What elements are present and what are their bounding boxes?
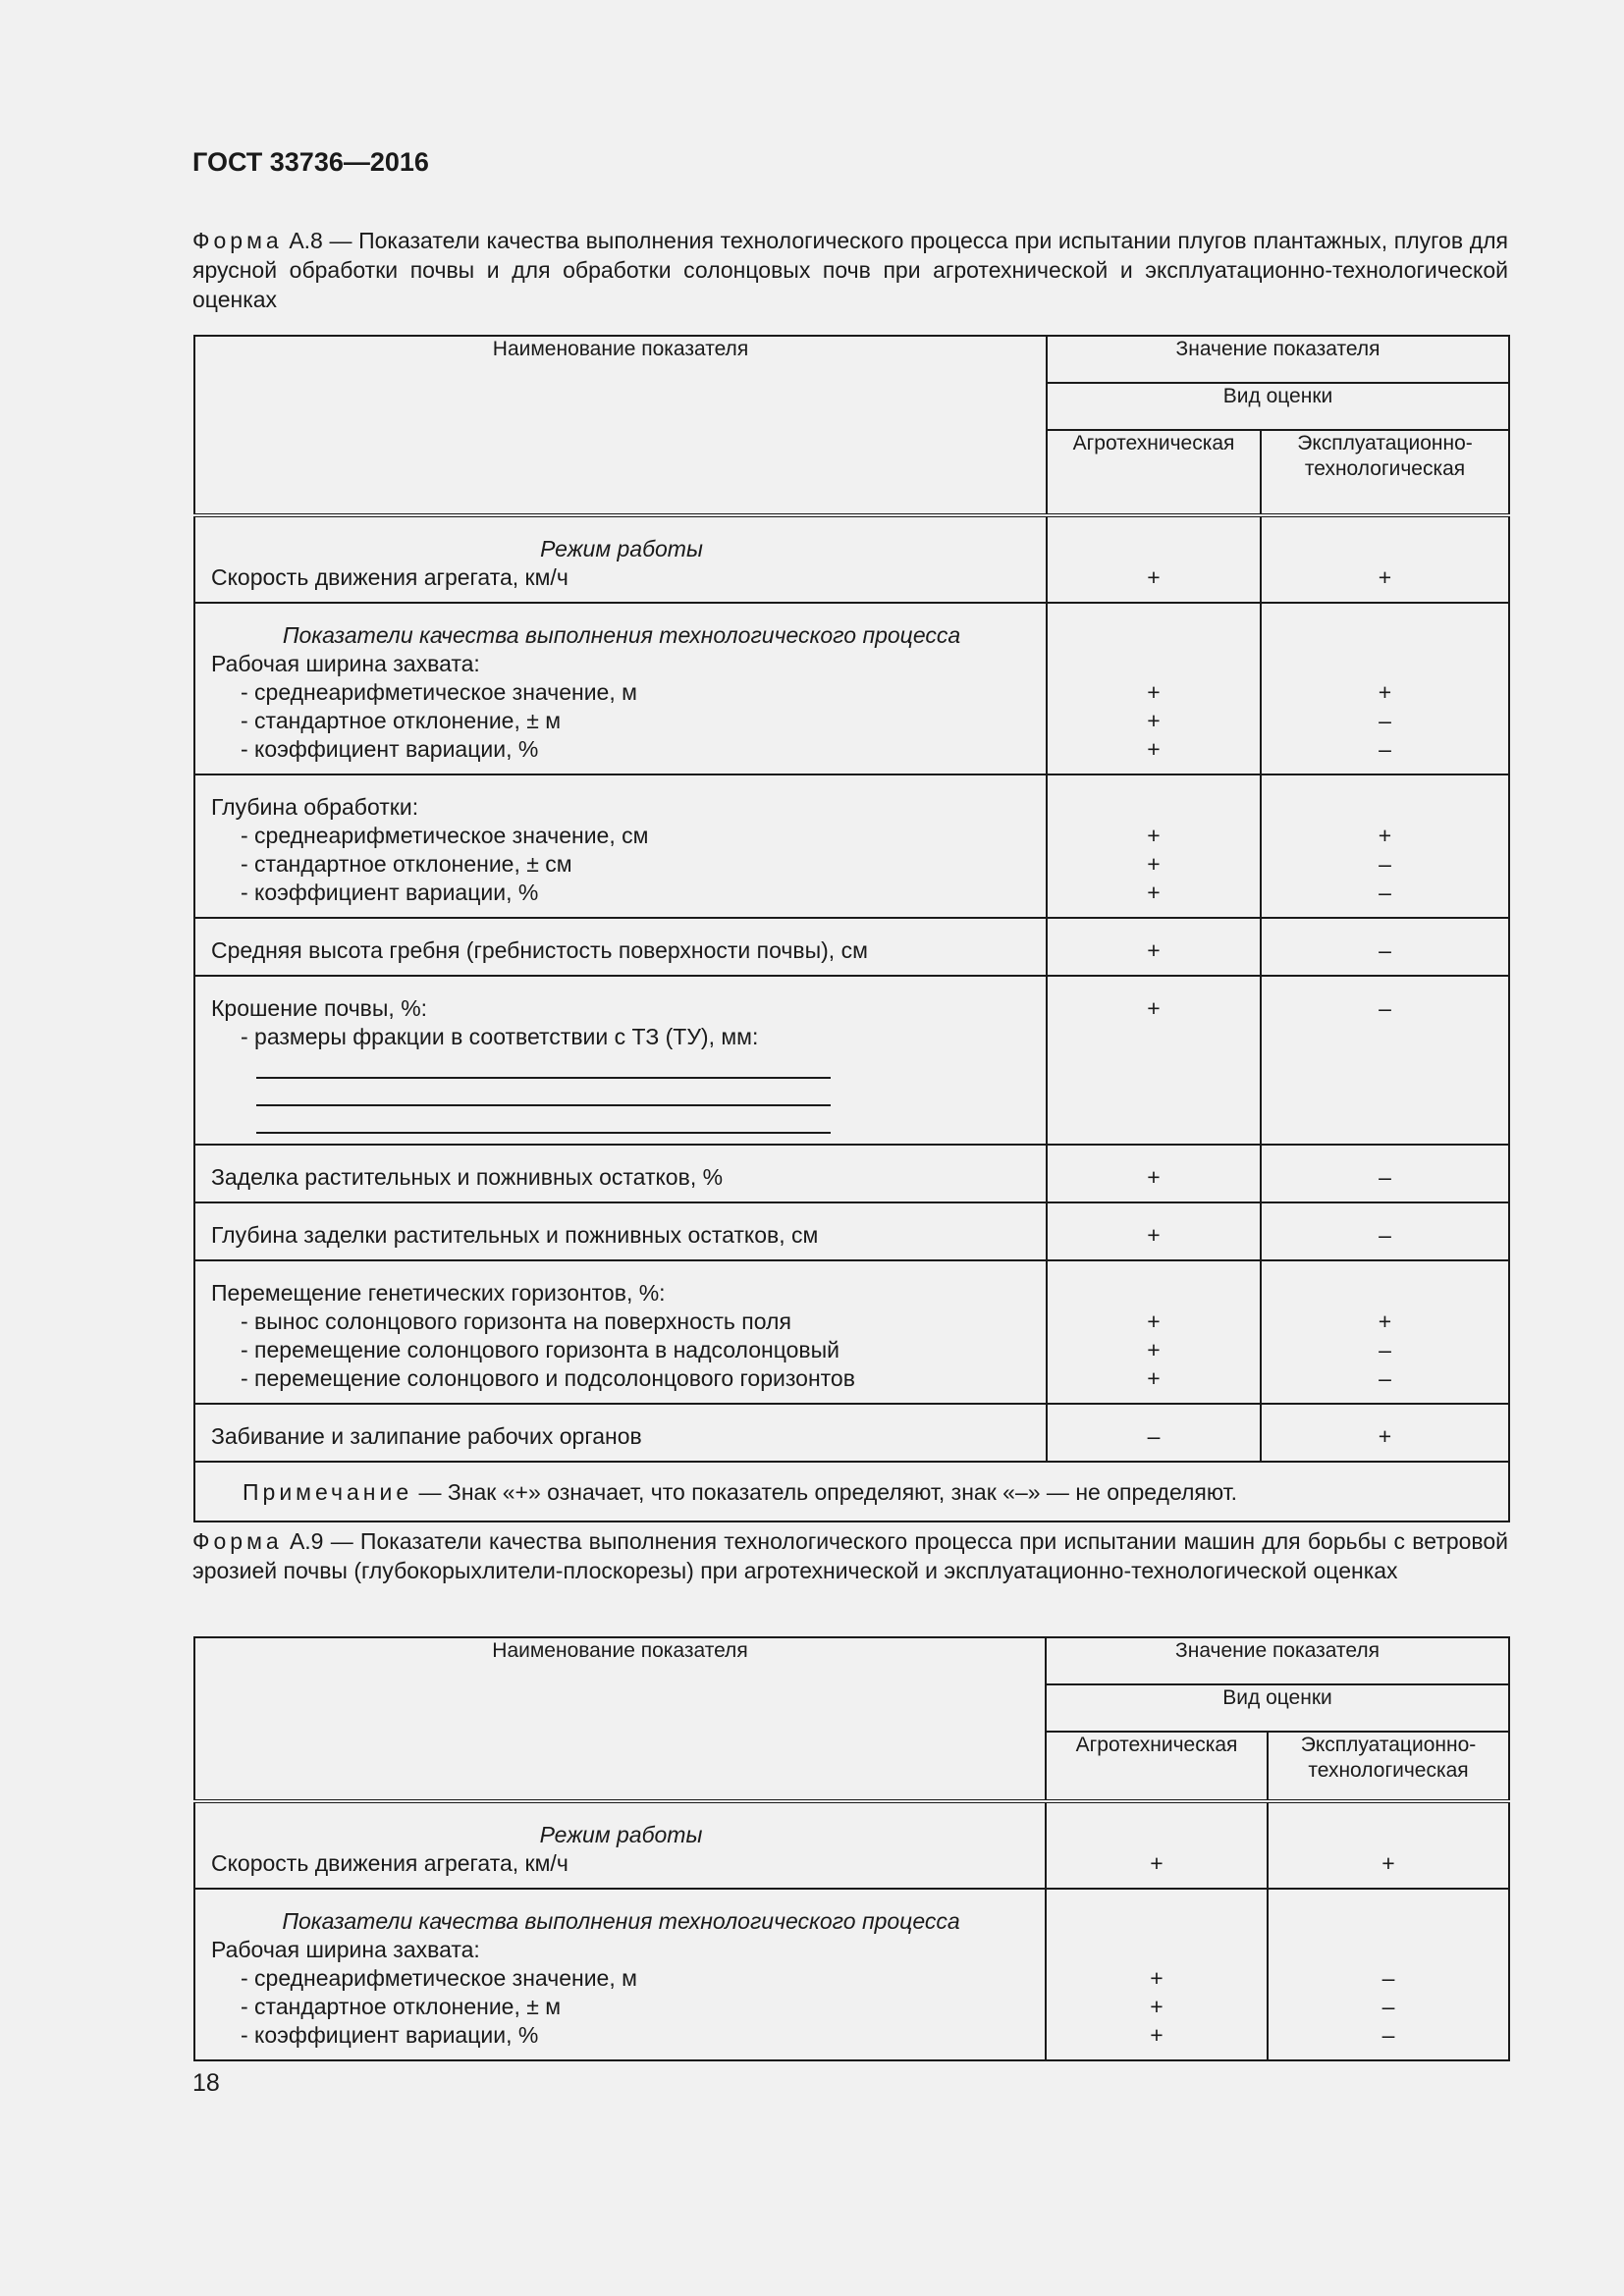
expl-value: + bbox=[1378, 823, 1392, 848]
table-row bbox=[194, 1801, 1509, 1889]
form-a9-caption-prefix: Форма bbox=[192, 1528, 283, 1554]
indicator-label: Средняя высота гребня (гребнистость поверхности почвы), см bbox=[211, 937, 868, 963]
note-text: — Знак «+» означает, что показатель определяют, знак «–» — не определяют. bbox=[418, 1479, 1237, 1505]
note-label: Примечание bbox=[243, 1479, 413, 1505]
expl-value: – bbox=[1379, 995, 1391, 1021]
row-name bbox=[194, 918, 1047, 976]
agro-value: + bbox=[1147, 1337, 1161, 1362]
header-indicator-value: Значение показателя bbox=[1046, 1637, 1509, 1684]
sub-indicator: - среднеарифметическое значение, см bbox=[241, 823, 649, 848]
agro-cell bbox=[1047, 1202, 1261, 1260]
expl-cell bbox=[1261, 976, 1509, 1145]
indicator-label: Глубина заделки растительных и пожнивных остатков, см bbox=[211, 1222, 819, 1248]
sub-indicator: - стандартное отклонение, ± см bbox=[241, 851, 572, 877]
sub-indicator: - перемещение солонцового горизонта в надсолонцовый bbox=[241, 1337, 840, 1362]
expl-cell bbox=[1261, 603, 1509, 774]
form-a9-caption-text: А.9 — Показатели качества выполнения технологического процесса при испытании машин для борьбы с ветровой эрозией почвы (глубокорыхлители-плоскорезы) при агротехнической и эксплуатационно-технологической оценках bbox=[192, 1528, 1509, 1583]
section-heading: Показатели качества выполнения технологического процесса bbox=[282, 1908, 960, 1934]
page-number: 18 bbox=[192, 2069, 220, 2097]
expl-value: – bbox=[1379, 736, 1391, 762]
row-name bbox=[194, 1801, 1046, 1889]
table-row bbox=[194, 976, 1509, 1145]
section-heading: Режим работы bbox=[540, 536, 703, 561]
agro-cell bbox=[1047, 603, 1261, 774]
blank-line[interactable] bbox=[256, 1079, 831, 1106]
agro-cell bbox=[1046, 1889, 1268, 2060]
expl-value: – bbox=[1379, 1365, 1391, 1391]
form-a9-table bbox=[193, 1636, 1510, 2061]
table-row bbox=[194, 774, 1509, 918]
agro-value: + bbox=[1147, 736, 1161, 762]
expl-value: – bbox=[1379, 1164, 1391, 1190]
section-heading: Показатели качества выполнения технологического процесса bbox=[282, 622, 961, 648]
agro-value: + bbox=[1147, 564, 1161, 590]
indicator-label: Глубина обработки: bbox=[211, 794, 419, 820]
expl-value: – bbox=[1379, 851, 1391, 877]
agro-value: + bbox=[1147, 679, 1161, 705]
table-row bbox=[194, 1404, 1509, 1462]
agro-value: + bbox=[1147, 823, 1161, 848]
row-name bbox=[194, 515, 1047, 603]
row-name bbox=[194, 976, 1047, 1145]
table-row bbox=[194, 603, 1509, 774]
row-name bbox=[194, 1202, 1047, 1260]
expl-value: + bbox=[1381, 1850, 1395, 1876]
sub-indicator: - коэффициент вариации, % bbox=[241, 736, 539, 762]
header-agrotechnical: Агротехническая bbox=[1046, 1732, 1268, 1801]
expl-value: – bbox=[1381, 1994, 1395, 2019]
agro-value: + bbox=[1150, 2022, 1164, 2048]
table-row bbox=[194, 1145, 1509, 1202]
agro-cell bbox=[1047, 1260, 1261, 1404]
expl-value: – bbox=[1379, 708, 1391, 733]
section-heading: Режим работы bbox=[539, 1822, 703, 1847]
row-name bbox=[194, 603, 1047, 774]
sub-indicator: - среднеарифметическое значение, м bbox=[241, 679, 637, 705]
expl-value: + bbox=[1378, 564, 1392, 590]
expl-cell bbox=[1261, 774, 1509, 918]
form-a9-caption bbox=[192, 1526, 1508, 1585]
expl-value: – bbox=[1379, 880, 1391, 905]
agro-cell bbox=[1047, 515, 1261, 603]
header-indicator-name: Наименование показателя bbox=[194, 336, 1047, 515]
table-row bbox=[194, 1889, 1509, 2060]
form-a8-table bbox=[193, 335, 1510, 1522]
expl-cell bbox=[1261, 1145, 1509, 1202]
header-evaluation-type: Вид оценки bbox=[1047, 383, 1509, 430]
expl-value: + bbox=[1378, 1308, 1392, 1334]
agro-value: + bbox=[1147, 708, 1161, 733]
expl-value: – bbox=[1379, 937, 1391, 963]
sub-indicator: - перемещение солонцового и подсолонцового горизонтов bbox=[241, 1365, 855, 1391]
agro-value: + bbox=[1147, 937, 1161, 963]
table-note-row bbox=[194, 1462, 1509, 1522]
indicator-label: Перемещение генетических горизонтов, %: bbox=[211, 1280, 666, 1306]
sub-indicator: - коэффициент вариации, % bbox=[241, 880, 539, 905]
agro-value: + bbox=[1147, 880, 1161, 905]
header-indicator-value: Значение показателя bbox=[1047, 336, 1509, 383]
agro-cell bbox=[1047, 1145, 1261, 1202]
expl-value: + bbox=[1378, 679, 1392, 705]
header-evaluation-type: Вид оценки bbox=[1046, 1684, 1509, 1732]
sub-indicator: - коэффициент вариации, % bbox=[241, 2022, 539, 2048]
form-a8-caption-prefix: Форма bbox=[192, 228, 283, 253]
agro-value: + bbox=[1147, 1164, 1161, 1190]
table-row bbox=[194, 918, 1509, 976]
agro-cell bbox=[1047, 918, 1261, 976]
sub-indicator: - стандартное отклонение, ± м bbox=[241, 1994, 562, 2019]
table-note bbox=[194, 1462, 1509, 1522]
table-row bbox=[194, 1260, 1509, 1404]
agro-value: + bbox=[1150, 1994, 1164, 2019]
agro-value: + bbox=[1150, 1850, 1164, 1876]
form-a8-caption bbox=[192, 226, 1508, 314]
agro-cell bbox=[1047, 1404, 1261, 1462]
expl-cell bbox=[1261, 1202, 1509, 1260]
agro-cell bbox=[1047, 976, 1261, 1145]
row-name bbox=[194, 1889, 1046, 2060]
agro-cell bbox=[1046, 1801, 1268, 1889]
indicator-label: Скорость движения агрегата, км/ч bbox=[211, 564, 568, 590]
agro-value: + bbox=[1147, 1222, 1161, 1248]
table-row bbox=[194, 515, 1509, 603]
indicator-label: Рабочая ширина захвата: bbox=[211, 651, 480, 676]
indicator-label: Забивание и залипание рабочих органов bbox=[211, 1423, 642, 1449]
agro-value: + bbox=[1147, 851, 1161, 877]
form-a8-caption-text: А.8 — Показатели качества выполнения технологического процесса при испытании плугов плантажных, плугов для ярусной обработки почвы и для обработки солонцовых почв при агротехнической и эксплуатационно-технологической оценках bbox=[192, 228, 1508, 312]
expl-value: – bbox=[1381, 2022, 1395, 2048]
row-name bbox=[194, 1260, 1047, 1404]
expl-value: – bbox=[1381, 1965, 1395, 1991]
expl-cell bbox=[1268, 1889, 1509, 2060]
sub-indicator: - размеры фракции в соответствии с ТЗ (ТУ), мм: bbox=[241, 1024, 759, 1049]
agro-value: + bbox=[1147, 995, 1161, 1021]
expl-cell bbox=[1261, 515, 1509, 603]
expl-cell bbox=[1261, 1404, 1509, 1462]
row-name bbox=[194, 774, 1047, 918]
blank-line[interactable] bbox=[256, 1106, 831, 1134]
indicator-label: Заделка растительных и пожнивных остатков, % bbox=[211, 1164, 724, 1190]
agro-value: + bbox=[1147, 1308, 1161, 1334]
row-name bbox=[194, 1404, 1047, 1462]
indicator-label: Скорость движения агрегата, км/ч bbox=[211, 1850, 568, 1876]
expl-cell bbox=[1261, 918, 1509, 976]
header-agrotechnical: Агротехническая bbox=[1047, 430, 1261, 515]
blank-line[interactable] bbox=[256, 1051, 831, 1079]
expl-value: + bbox=[1378, 1423, 1392, 1449]
agro-value: + bbox=[1147, 1365, 1161, 1391]
agro-value: + bbox=[1150, 1965, 1164, 1991]
expl-cell bbox=[1268, 1801, 1509, 1889]
header-operational: Эксплуатационно-технологическая bbox=[1261, 430, 1509, 515]
header-indicator-name: Наименование показателя bbox=[194, 1637, 1046, 1801]
agro-value: – bbox=[1147, 1423, 1161, 1449]
sub-indicator: - среднеарифметическое значение, м bbox=[241, 1965, 637, 1991]
row-name bbox=[194, 1145, 1047, 1202]
expl-cell bbox=[1261, 1260, 1509, 1404]
expl-value: – bbox=[1379, 1337, 1391, 1362]
document-id: ГОСТ 33736—2016 bbox=[192, 147, 429, 177]
sub-indicator: - вынос солонцового горизонта на поверхность поля bbox=[241, 1308, 791, 1334]
indicator-label: Рабочая ширина захвата: bbox=[211, 1937, 480, 1962]
expl-value: – bbox=[1379, 1222, 1391, 1248]
indicator-label: Крошение почвы, %: bbox=[211, 995, 428, 1021]
agro-cell bbox=[1047, 774, 1261, 918]
sub-indicator: - стандартное отклонение, ± м bbox=[241, 708, 562, 733]
table-row bbox=[194, 1202, 1509, 1260]
header-operational: Эксплуатационно-технологическая bbox=[1268, 1732, 1509, 1801]
